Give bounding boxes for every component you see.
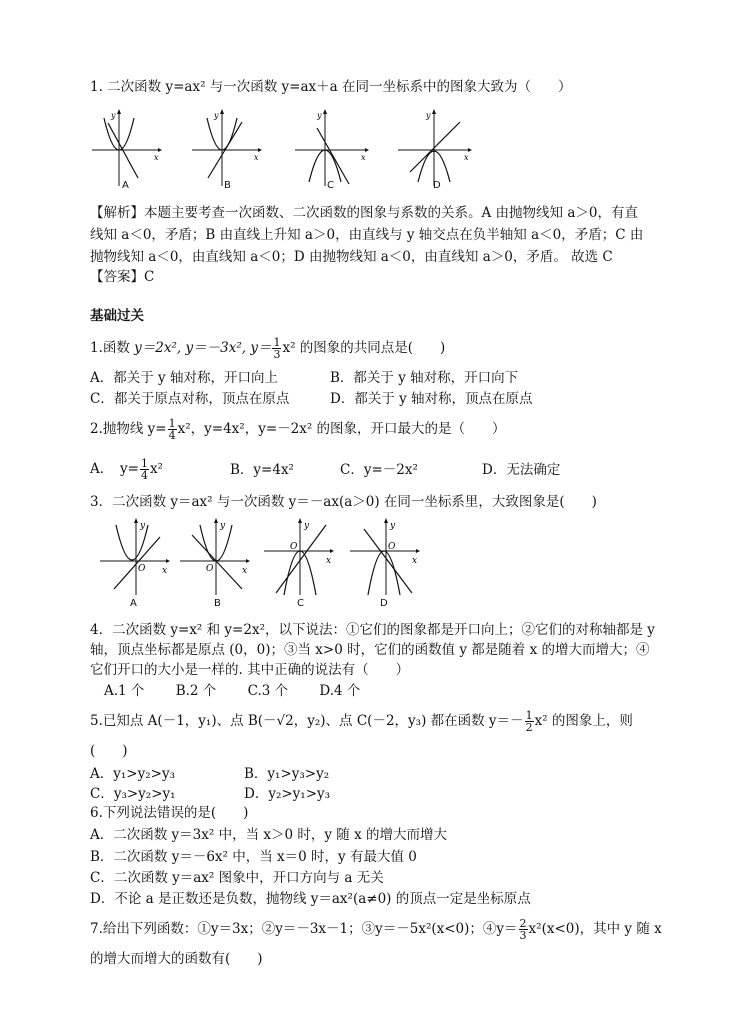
svg-text:y: y [214,111,219,120]
svg-text:x: x [361,153,366,162]
svg-text:y: y [111,111,116,120]
q4-line1: 4．二次函数 y=x² 和 y=2x²，以下说法：①它们的图象都是开口向上；②它们的对称轴都是 y [90,622,655,638]
q3-label-b: B [214,598,221,609]
q5-option-b: B．y₁>y₃>y₂ [244,766,330,782]
q3-stem: 3．二次函数 y＝ax² 与一次函数 y＝－ax(a＞0) 在同一坐标系里，大致图象是( ) [90,494,597,510]
q3-graph-b [180,517,252,597]
q2-option-d: D．无法确定 [482,462,561,478]
svg-text:y: y [426,111,431,120]
q6-stem: 6.下列说法错误的是( ) [90,805,249,821]
svg-text:y: y [220,521,226,531]
ex1-graph-c [295,108,370,188]
q3-graph-d [350,517,422,597]
q6-option-d: D．不论 a 是正数还是负数，抛物线 y＝ax²(a≠0) 的顶点一定是坐标原点 [90,891,531,907]
ex1-label-c: C [327,180,334,191]
section-title: 基础过关 [90,308,144,324]
svg-text:x: x [326,556,332,566]
ex1-question: 1. 二次函数 y=ax² 与一次函数 y=ax＋a 在同一坐标系中的图象大致为（ ） [90,79,572,95]
q5-option-a: A．y₁>y₂>y₃ [90,766,175,782]
ex1-label-d: D [433,180,441,191]
q1-option-c: C．都关于原点对称，顶点在原点 [90,391,290,407]
svg-text:x: x [464,153,469,162]
ex1-analysis-line1: 【解析】本题主要考查一次函数、二次函数的图象与系数的关系。A 由抛物线知 a＞0，有直 [90,205,638,221]
q5-stem: 5.已知点 A(－1，y₁)、点 B(－√2，y₂)、点 C(－2，y₃) 都在函数 y＝－ $\frac{1}{2}$ x² 的图象上，则 [90,709,633,734]
q2-option-b: B．y=4x² [230,462,294,478]
ex1-graph-b [192,108,262,188]
svg-text:y: y [140,521,146,531]
ex1-label-b: B [224,180,231,191]
svg-text:O: O [206,564,214,574]
q5-paren: ( ) [90,743,128,759]
svg-text:x: x [254,153,259,162]
q3-graph-a [100,517,172,597]
svg-text:y: y [390,521,396,531]
q7-stem: 7.给出下列函数：①y＝3x；②y＝－3x－1；③y＝－5x²(x<0)；④y＝ $\frac{2}{3}$ x²(x<0)，其中 y 随 x [90,917,662,942]
q6-option-c: C．二次函数 y＝ax² 图象中，开口方向与 a 无关 [90,870,384,886]
q3-graph-c [264,517,336,597]
q3-label-c: C [297,598,304,609]
q2-option-a: A． y= $\frac{1}{4}$ x² [90,457,163,482]
q6-option-a: A．二次函数 y＝3x² 中，当 x＞0 时，y 随 x 的增大而增大 [90,827,447,843]
svg-text:O: O [290,542,298,552]
svg-text:x: x [412,556,418,566]
q5-option-d: D．y₂>y₁>y₃ [244,786,331,802]
ex1-graph-d [398,108,473,188]
q6-option-b: B．二次函数 y＝－6x² 中，当 x＝0 时，y 有最大值 0 [90,849,417,865]
q2-option-c: C．y=－2x² [340,462,418,478]
ex1-analysis-line3: 抛物线知 a＜0，由直线知 a＜0；D 由抛物线知 a＜0，由直线知 a＞0，矛盾。 故选 C [90,249,613,265]
q1-stem: 1.函数 y＝2x², y＝－3x², y＝ $\frac{1}{3}$ x² 的图象的共同点是( ) [90,336,446,361]
q1-option-a: A．都关于 y 轴对称，开口向上 [90,370,278,386]
svg-text:O: O [138,564,146,574]
q7-line2: 的增大而增大的函数有( ) [90,951,263,967]
q4-options: A.1 个 B.2 个 C.3 个 D.4 个 [104,683,361,699]
svg-text:y: y [317,111,322,120]
q2-stem: 2.抛物线 y= $\frac{1}{4}$ x²，y=4x²，y=－2x² 的图象，开口最大的是（ ） [90,417,506,442]
q4-line2: 轴，顶点坐标都是原点 (0，0)；③当 x>0 时，它们的函数值 y 都是随着 x 的增大而增大；④ [90,642,650,658]
ex1-label-a: A [122,180,129,191]
svg-text:y: y [304,521,310,531]
svg-text:x: x [162,566,168,576]
ex1-answer: 【答案】C [90,269,155,285]
ex1-graph-a [92,108,162,188]
svg-text:x: x [242,566,248,576]
q1-option-d: D．都关于 y 轴对称，顶点在原点 [330,391,533,407]
svg-text:x: x [154,153,159,162]
q1-option-b: B．都关于 y 轴对称，开口向下 [330,370,519,386]
ex1-analysis-line2: 线知 a＜0，矛盾；B 由直线上升知 a＞0，由直线与 y 轴交点在负半轴知 a＜0，矛盾；C 由 [90,227,644,243]
q3-label-d: D [380,598,388,609]
svg-text:O: O [388,542,396,552]
q3-label-a: A [130,598,137,609]
q4-line3: 它们开口的大小是一样的. 其中正确的说法有（ ） [90,662,410,678]
q5-option-c: C．y₃>y₂>y₁ [90,786,176,802]
